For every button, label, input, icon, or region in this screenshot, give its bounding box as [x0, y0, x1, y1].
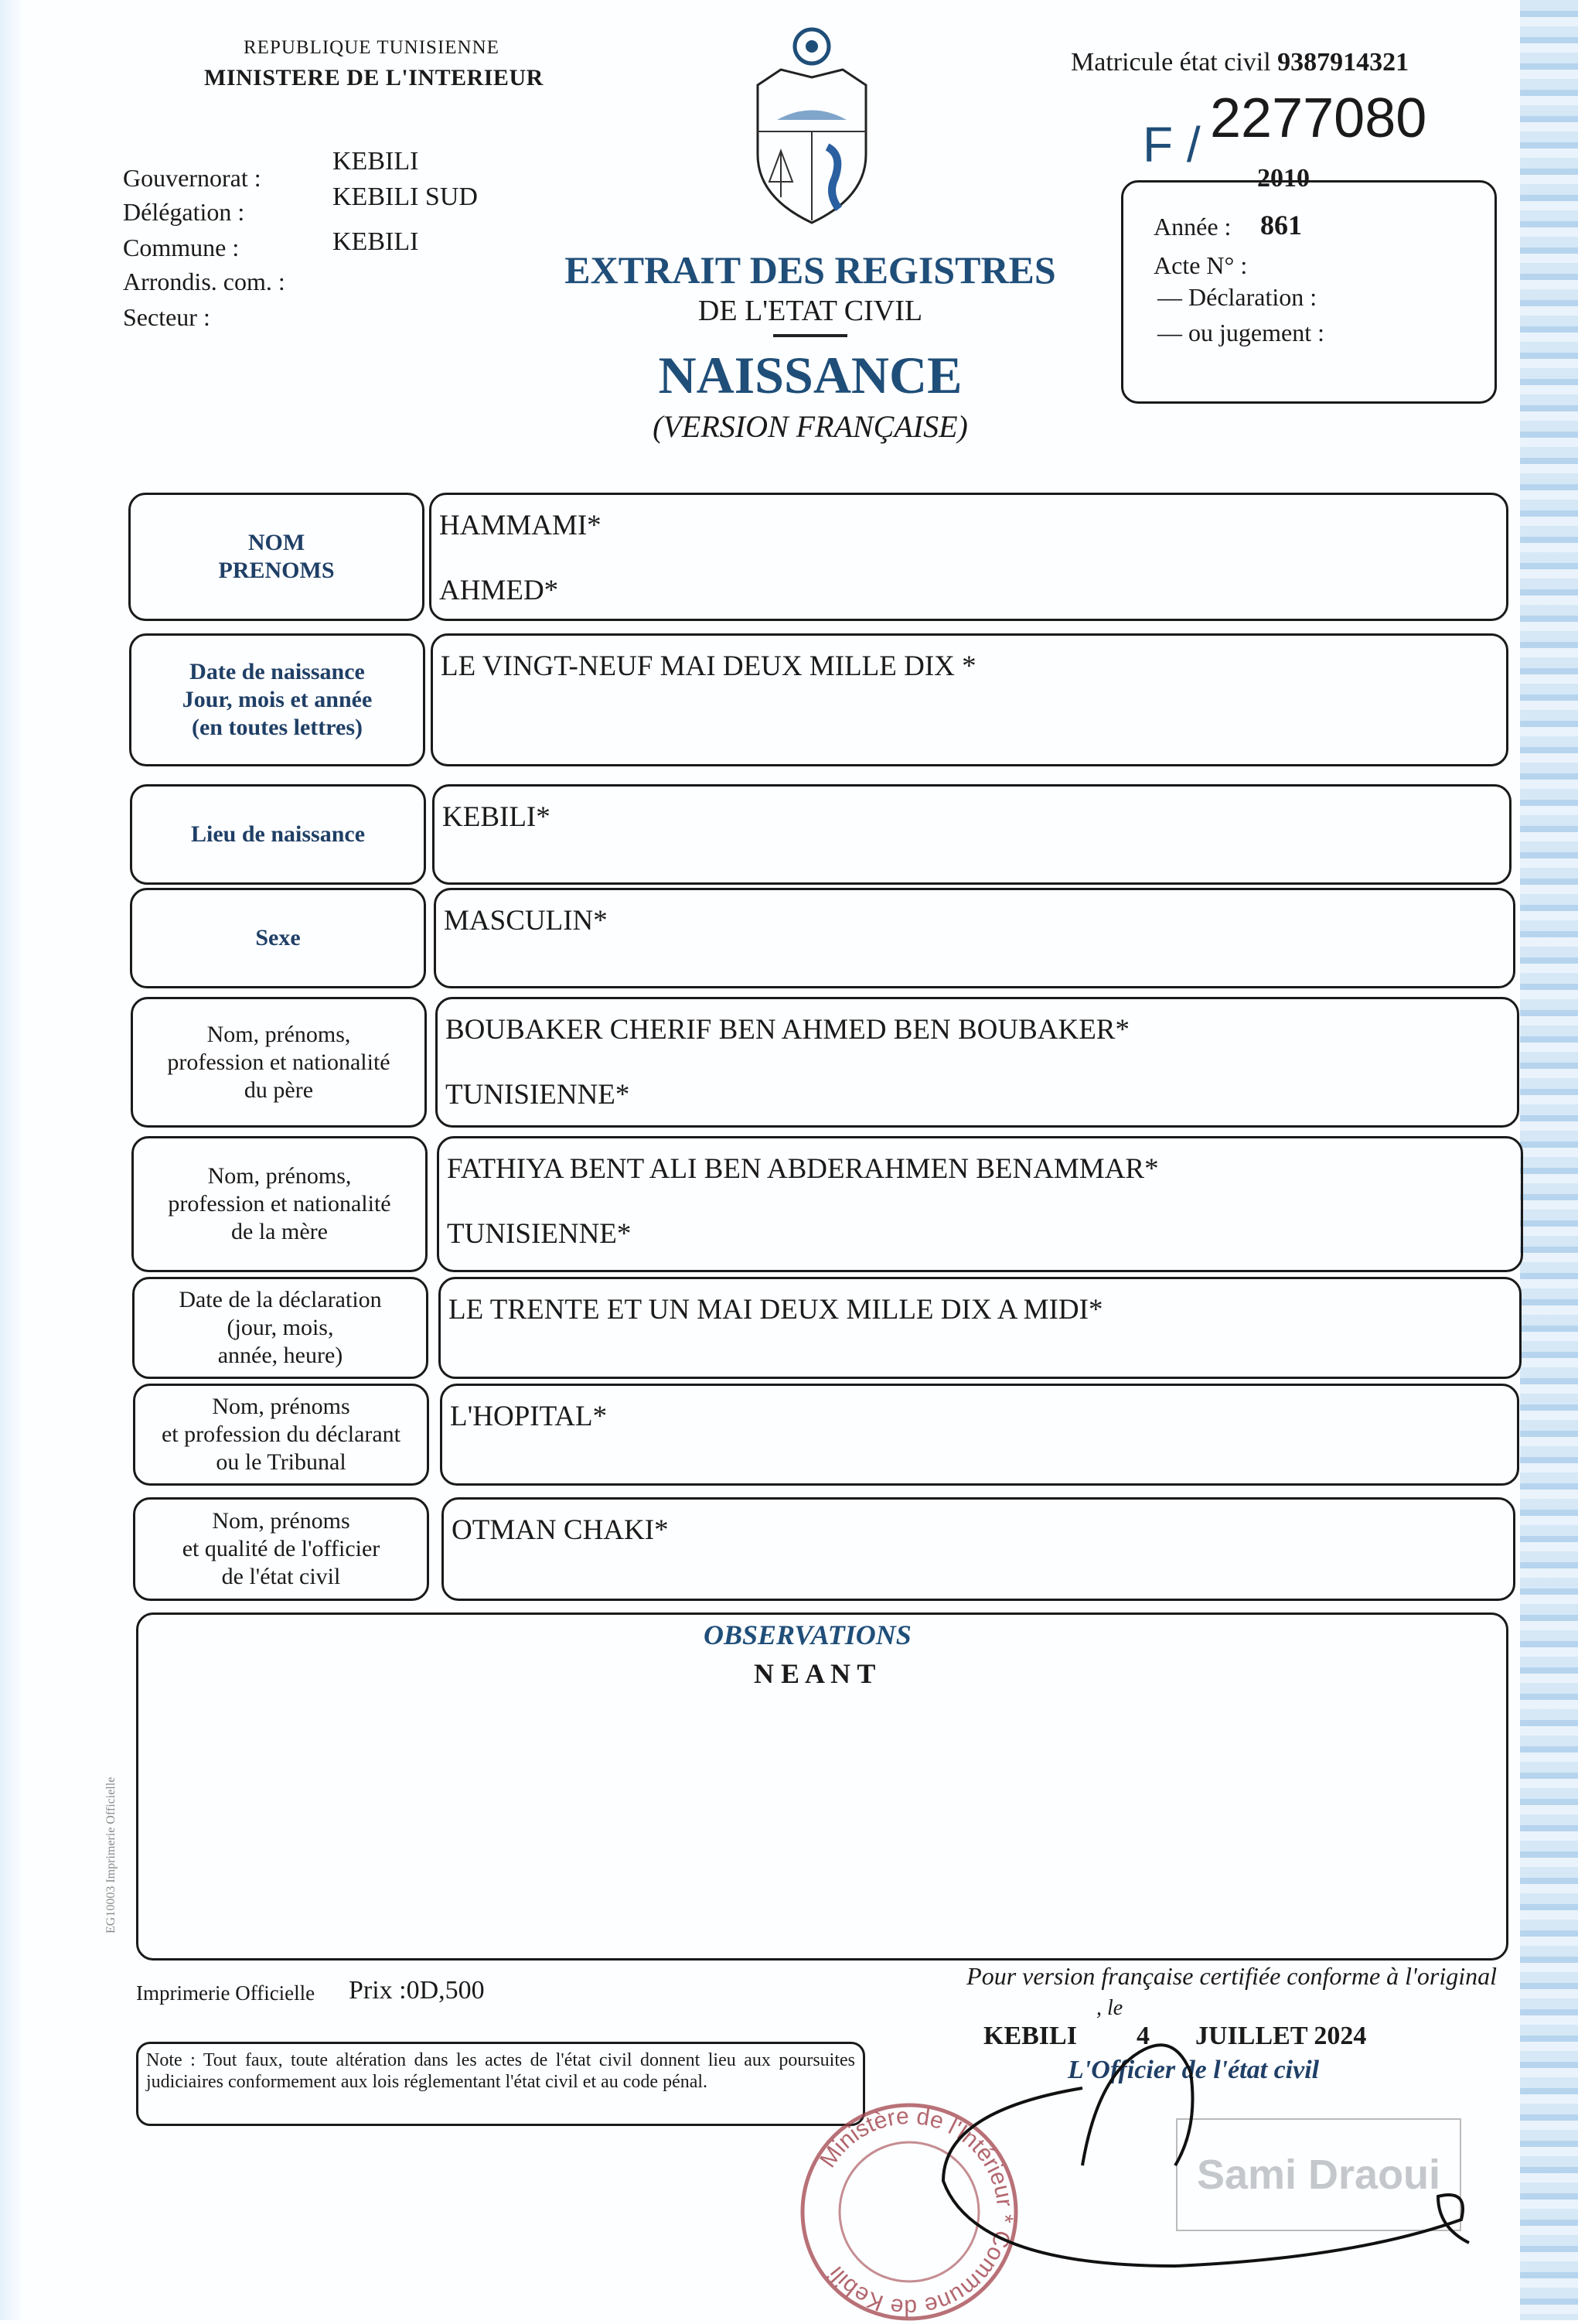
matricule-field: [1071, 48, 1409, 77]
field-value: BOUBAKER CHERIF BEN AHMED BEN BOUBAKER*: [445, 1014, 1130, 1046]
act-type-title: NAISSANCE: [658, 346, 963, 404]
row-value-declarant: [440, 1384, 1519, 1486]
field-value: TUNISIENNE*: [447, 1218, 632, 1251]
row-label-declarant: Nom, prénoms et profession du déclarant ou le Tribunal: [133, 1384, 429, 1486]
issue-month-year: JUILLET 2024: [1195, 2022, 1367, 2050]
delegation-value: KEBILI SUD: [332, 183, 478, 211]
row-label-date-declaration: Date de la déclaration (jour, mois, année, heure): [132, 1277, 428, 1379]
officer-title: L'Officier de l'état civil: [1068, 2056, 1320, 2084]
issue-day: 4: [1137, 2022, 1150, 2050]
field-value: KEBILI*: [442, 801, 550, 833]
gouvernorat-label: Gouvernorat :: [123, 164, 261, 192]
issue-place: KEBILI: [983, 2022, 1077, 2050]
certification-text: Pour version française certifiée conforme à l'original: [966, 1962, 1497, 1990]
price-label: Prix :0D,500: [349, 1976, 485, 2005]
printer-label: Imprimerie Officielle: [136, 1981, 315, 2005]
delegation-label: Délégation :: [123, 198, 245, 226]
row-value-pere: [435, 997, 1519, 1128]
arrondissement-label: Arrondis. com. :: [123, 268, 285, 295]
date-le: , le: [1096, 1996, 1123, 2020]
name-stamp: Sami Draoui: [1176, 2118, 1461, 2231]
annee-value: 861: [1260, 210, 1302, 241]
row-label-sexe: Sexe: [130, 888, 426, 988]
field-value: AHMED*: [439, 575, 559, 607]
title-divider: [773, 334, 847, 337]
field-value: OTMAN CHAKI*: [452, 1514, 669, 1546]
field-value: FATHIYA BENT ALI BEN ABDERAHMEN BENAMMAR*: [447, 1153, 1159, 1185]
secteur-label: Secteur :: [123, 303, 210, 331]
acte-year: 2010: [1257, 164, 1310, 193]
svg-text:Ministère de l'Intérieur * Com: Ministère de l'Intérieur * Commune de Kebili: [815, 2103, 1018, 2321]
commune-label: Commune :: [123, 234, 240, 261]
serial-prefix: F /: [1143, 117, 1201, 172]
field-value: MASCULIN*: [444, 905, 608, 937]
decorative-border: [1520, 0, 1578, 2320]
republic-label: REPUBLIQUE TUNISIENNE: [244, 37, 499, 58]
version-label: (VERSION FRANÇAISE): [653, 409, 968, 444]
field-value: L'HOPITAL*: [450, 1401, 608, 1432]
field-value: TUNISIENNE*: [445, 1079, 630, 1111]
row-value-sexe: [434, 888, 1515, 988]
field-value: HAMMAMI*: [439, 510, 602, 541]
row-label-lieu-naissance: Lieu de naissance: [130, 784, 426, 885]
ministry-label: MINISTERE DE L'INTERIEUR: [204, 65, 544, 90]
serial-number: 2277080: [1210, 87, 1427, 149]
document-title: EXTRAIT DES REGISTRES: [564, 248, 1056, 292]
gouvernorat-value: KEBILI: [332, 147, 419, 176]
matricule-value: 9387914321: [1277, 48, 1409, 77]
row-value-nom-prenoms: [429, 493, 1508, 621]
document-subtitle: DE L'ETAT CIVIL: [697, 295, 923, 327]
observations-title: OBSERVATIONS: [704, 1619, 912, 1650]
declaration-label: — Déclaration :: [1157, 283, 1317, 311]
printer-code: EG10003 Imprimerie Officielle: [104, 1776, 118, 1933]
signature: [850, 2011, 1500, 2274]
legal-note: Note : Tout faux, toute altération dans les actes de l'état civil donnent lieu aux poursuites judiciaires conformement aux lois réglementant l'état civil et au code pénal.: [136, 2042, 865, 2126]
row-value-date-declaration: [438, 1277, 1522, 1379]
row-label-officier: Nom, prénoms et qualité de l'officier de l'état civil: [133, 1497, 429, 1601]
row-value-lieu-naissance: [432, 784, 1512, 885]
field-value: LE VINGT-NEUF MAI DEUX MILLE DIX *: [441, 650, 976, 682]
coat-of-arms-emblem: [750, 23, 874, 228]
row-value-date-naissance: [431, 633, 1508, 766]
matricule-label: Matricule état civil: [1071, 48, 1271, 77]
jugement-label: — ou jugement :: [1157, 319, 1324, 346]
row-label-pere: Nom, prénoms, profession et nationalité du père: [131, 997, 427, 1128]
row-label-mere: Nom, prénoms, profession et nationalité de la mère: [131, 1136, 428, 1272]
observations-value: N E A N T: [754, 1658, 876, 1689]
row-label-date-naissance: Date de naissance Jour, mois et année (en toutes lettres): [129, 633, 425, 766]
commune-value: KEBILI: [332, 227, 419, 256]
annee-label: Année :: [1154, 213, 1232, 241]
page-edge-left: [0, 0, 23, 2320]
field-value: LE TRENTE ET UN MAI DEUX MILLE DIX A MIDI*: [448, 1294, 1103, 1326]
row-value-officier: [441, 1497, 1515, 1601]
row-value-mere: [437, 1136, 1523, 1272]
row-label-nom-prenoms: NOM PRENOMS: [128, 493, 424, 621]
acte-number-label: Acte N° :: [1154, 251, 1248, 279]
